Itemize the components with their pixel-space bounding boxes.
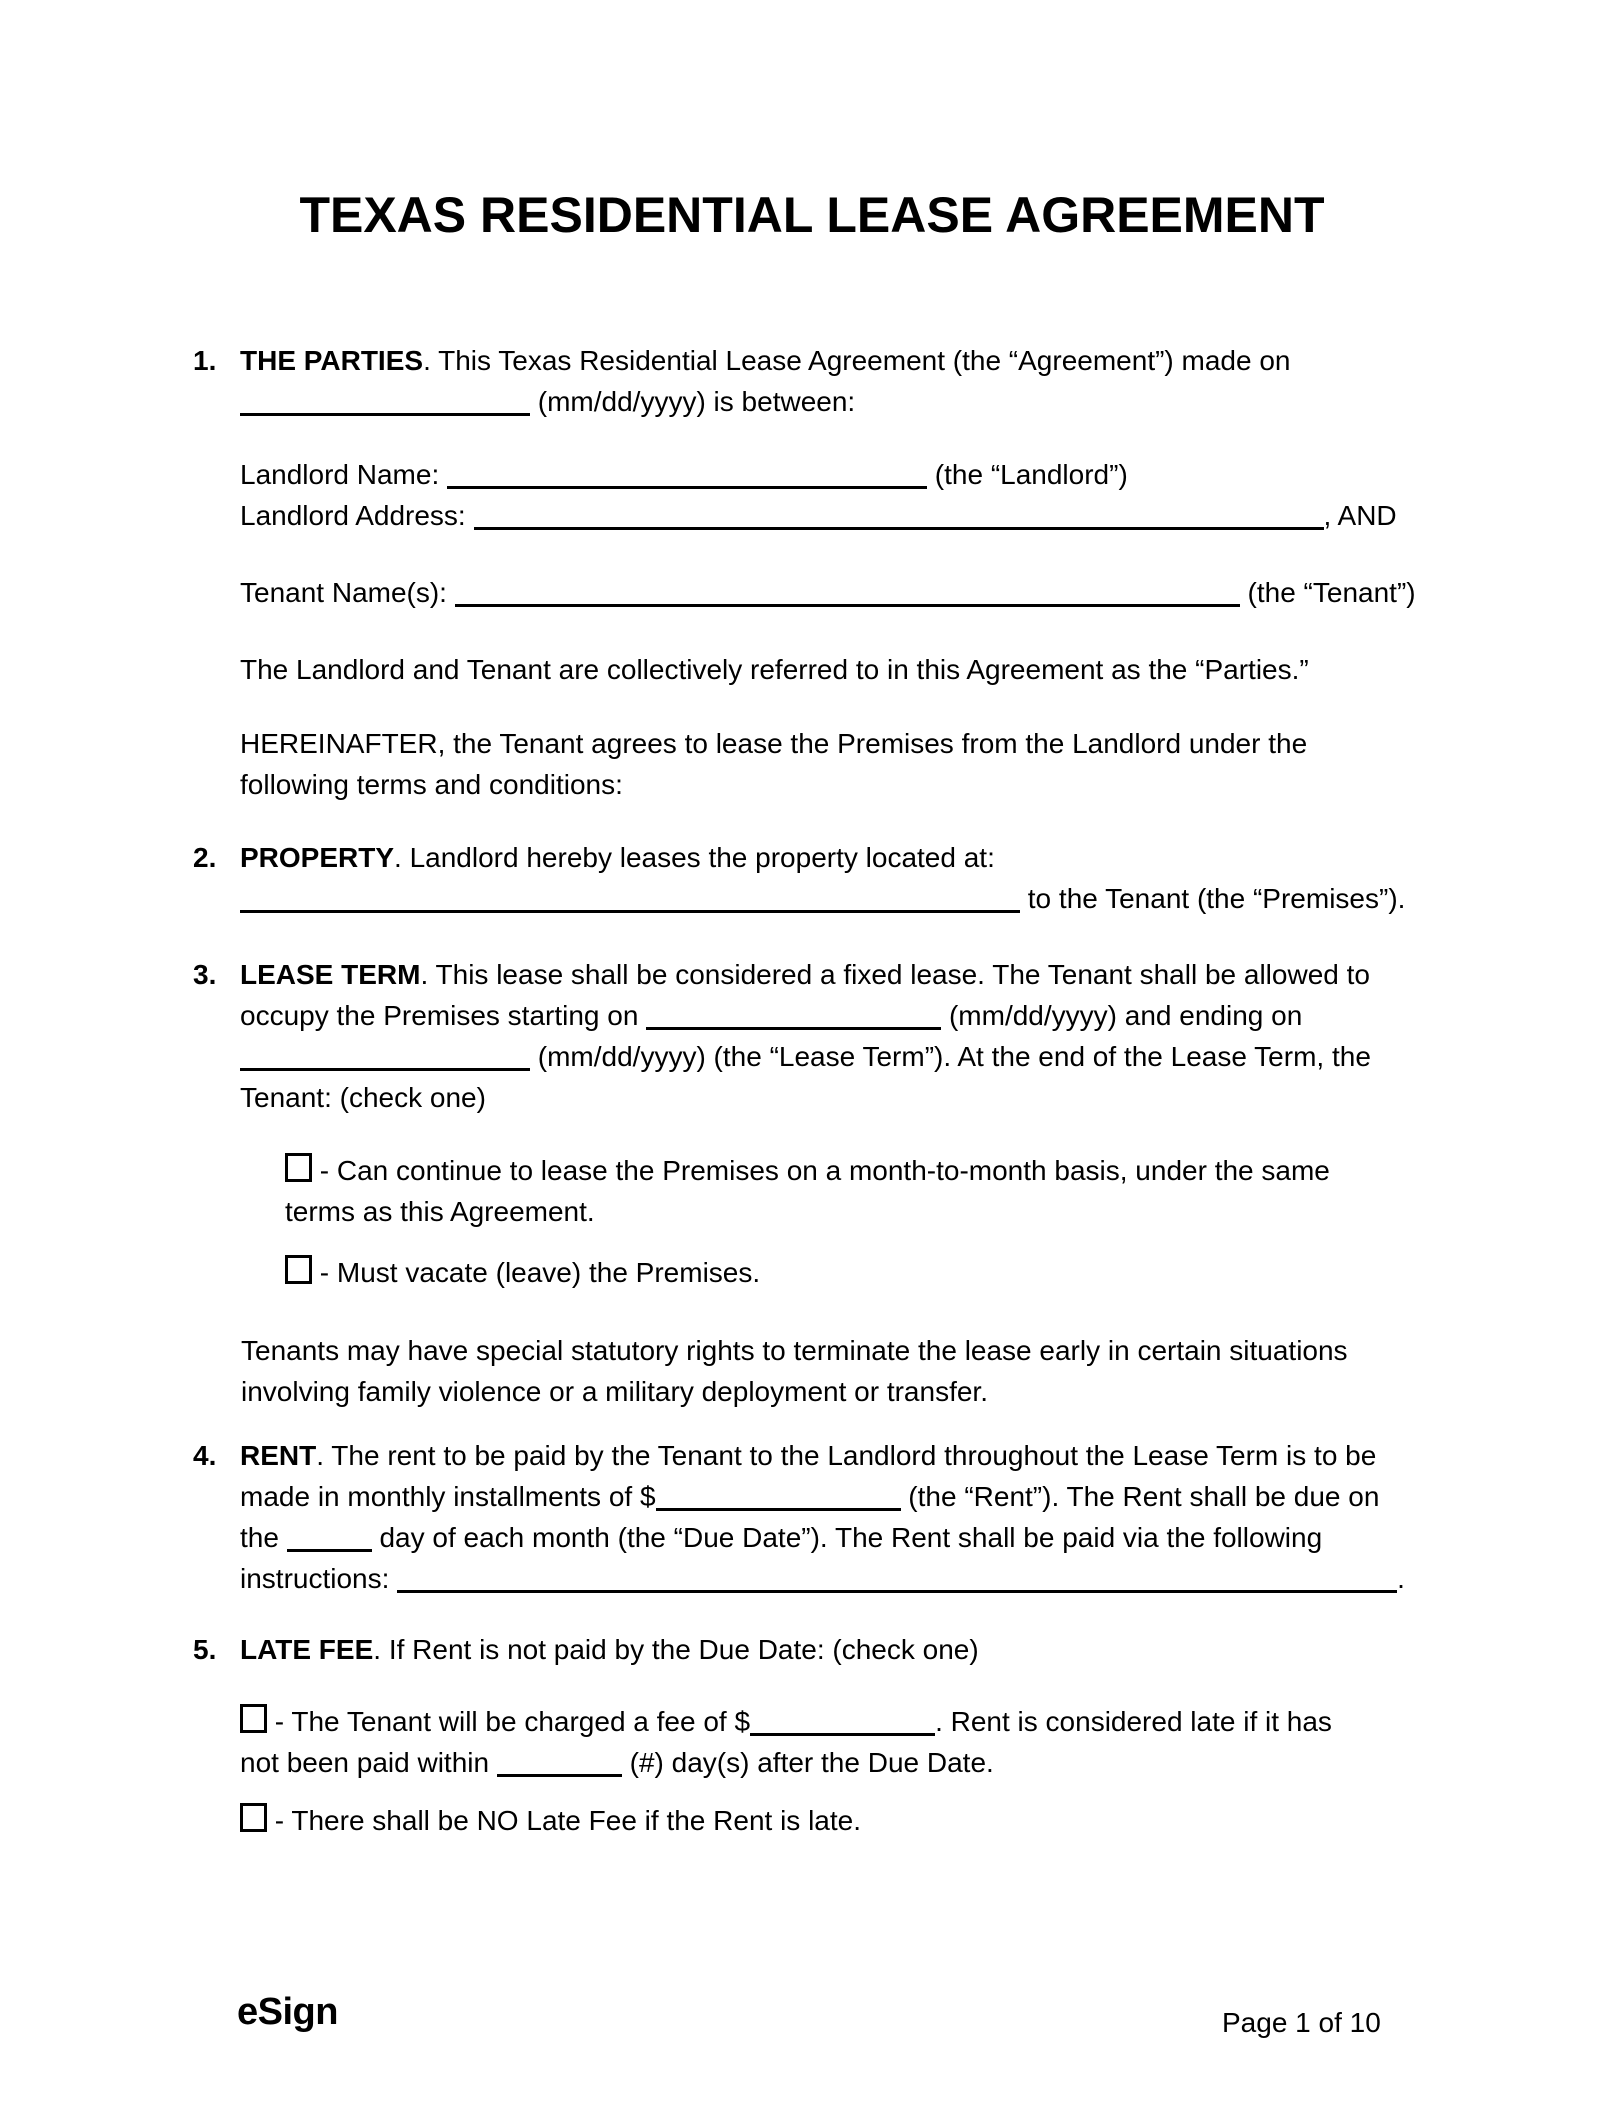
bold-text-run: PROPERTY bbox=[240, 842, 395, 873]
text-run: the bbox=[240, 1522, 287, 1553]
checkbox[interactable] bbox=[240, 1704, 267, 1733]
text-run: - The Tenant will be charged a fee of $ bbox=[267, 1706, 751, 1737]
text-line bbox=[240, 340, 1291, 381]
text-line bbox=[240, 1077, 1371, 1118]
text-run: involving family violence or a military deployment or transfer. bbox=[241, 1376, 988, 1407]
text-run: . Landlord hereby leases the property located at: bbox=[394, 842, 995, 873]
text-run: made in monthly installments of $ bbox=[240, 1481, 656, 1512]
section-5-late-fee bbox=[193, 1629, 979, 1670]
fill-in-blank[interactable] bbox=[656, 1507, 901, 1511]
tenant-block bbox=[240, 572, 1416, 613]
text-run: Landlord Name: bbox=[240, 459, 448, 490]
text-line bbox=[240, 1742, 1332, 1783]
section-2-property bbox=[193, 837, 1406, 919]
section-3-lease-term bbox=[193, 954, 1371, 1118]
text-line bbox=[240, 454, 1397, 495]
fill-in-blank[interactable] bbox=[455, 603, 1240, 607]
section-5-late-fee-number: 5. bbox=[193, 1634, 217, 1665]
text-run: (#) day(s) after the Due Date. bbox=[621, 1747, 994, 1778]
fill-in-blank[interactable] bbox=[240, 412, 530, 416]
text-line bbox=[240, 837, 1405, 878]
text-run: - Can continue to lease the Premises on a month-to-month basis, under the same bbox=[312, 1155, 1330, 1186]
text-line bbox=[240, 1800, 861, 1841]
text-run: Tenant Name(s): bbox=[240, 577, 455, 608]
text-run: (the “Landlord”) bbox=[927, 459, 1128, 490]
text-line bbox=[240, 495, 1397, 536]
text-run: . If Rent is not paid by the Due Date: (check one) bbox=[373, 1634, 979, 1665]
text-run: Landlord Address: bbox=[240, 500, 474, 531]
section-3-lease-term-number: 3. bbox=[193, 959, 217, 990]
section-1-the-parties-number: 1. bbox=[193, 345, 217, 376]
fill-in-blank[interactable] bbox=[474, 526, 1324, 530]
text-run: terms as this Agreement. bbox=[285, 1196, 595, 1227]
text-run: HEREINAFTER, the Tenant agrees to lease the Premises from the Landlord under the bbox=[240, 728, 1308, 759]
text-line bbox=[285, 1191, 1330, 1232]
text-line bbox=[240, 1558, 1405, 1599]
fill-in-blank[interactable] bbox=[750, 1732, 935, 1736]
text-run: . Rent is considered late if it has bbox=[935, 1706, 1332, 1737]
text-run: , AND bbox=[1323, 500, 1397, 531]
fill-in-blank[interactable] bbox=[240, 909, 1020, 913]
esign-logo: eSign bbox=[237, 1991, 338, 2033]
text-run: not been paid within bbox=[240, 1747, 497, 1778]
text-run: (the “Rent”). The Rent shall be due on bbox=[900, 1481, 1380, 1512]
text-line bbox=[240, 1629, 979, 1670]
text-run: to the Tenant (the “Premises”). bbox=[1020, 883, 1406, 914]
text-line bbox=[240, 1036, 1371, 1077]
text-run: occupy the Premises starting on bbox=[240, 1000, 647, 1031]
fill-in-blank[interactable] bbox=[646, 1026, 941, 1030]
section-4-rent-number: 4. bbox=[193, 1440, 217, 1471]
text-run: instructions: bbox=[240, 1563, 398, 1594]
text-run: Tenant: (check one) bbox=[240, 1082, 486, 1113]
parties-note bbox=[240, 649, 1309, 690]
hereinafter-note bbox=[240, 723, 1307, 805]
text-line bbox=[240, 1435, 1405, 1476]
option-must-vacate bbox=[285, 1252, 760, 1293]
landlord-block bbox=[240, 454, 1397, 536]
section-4-rent bbox=[193, 1435, 1405, 1599]
text-line bbox=[240, 764, 1307, 805]
text-line bbox=[240, 995, 1371, 1036]
text-line bbox=[240, 649, 1309, 690]
text-run: (mm/dd/yyyy) and ending on bbox=[941, 1000, 1303, 1031]
fill-in-blank[interactable] bbox=[287, 1548, 372, 1552]
text-run: Tenants may have special statutory rights to terminate the lease early in certain situations bbox=[241, 1335, 1348, 1366]
document-title: TEXAS RESIDENTIAL LEASE AGREEMENT bbox=[299, 187, 1325, 243]
text-line bbox=[240, 1517, 1405, 1558]
text-run: . The rent to be paid by the Tenant to the Landlord throughout the Lease Term is to be bbox=[316, 1440, 1377, 1471]
fill-in-blank[interactable] bbox=[397, 1589, 1397, 1593]
option-month-to-month bbox=[285, 1150, 1330, 1232]
text-run: (the “Tenant”) bbox=[1239, 577, 1416, 608]
text-line bbox=[240, 954, 1371, 995]
text-run: day of each month (the “Due Date”). The Rent shall be paid via the following bbox=[371, 1522, 1323, 1553]
fill-in-blank[interactable] bbox=[240, 1067, 530, 1071]
text-run: - There shall be NO Late Fee if the Rent is late. bbox=[267, 1805, 862, 1836]
option-late-fee-charged bbox=[240, 1701, 1332, 1783]
text-run: The Landlord and Tenant are collectively referred to in this Agreement as the “Parties.” bbox=[240, 654, 1309, 685]
text-line bbox=[240, 572, 1416, 613]
checkbox[interactable] bbox=[285, 1153, 312, 1182]
text-line bbox=[240, 1701, 1332, 1742]
text-run: following terms and conditions: bbox=[240, 769, 623, 800]
checkbox[interactable] bbox=[240, 1803, 267, 1832]
statutory-rights-note bbox=[241, 1330, 1348, 1412]
text-line bbox=[241, 1371, 1348, 1412]
text-run: . This lease shall be considered a fixed lease. The Tenant shall be allowed to bbox=[420, 959, 1370, 990]
bold-text-run: LEASE TERM bbox=[240, 959, 421, 990]
text-line bbox=[240, 1476, 1405, 1517]
bold-text-run: LATE FEE bbox=[240, 1634, 374, 1665]
text-line bbox=[241, 1330, 1348, 1371]
text-run: (mm/dd/yyyy) is between: bbox=[530, 386, 856, 417]
text-line bbox=[240, 878, 1405, 919]
text-line bbox=[240, 723, 1307, 764]
section-2-property-number: 2. bbox=[193, 842, 217, 873]
text-line bbox=[285, 1150, 1330, 1191]
section-1-the-parties bbox=[193, 340, 1291, 422]
text-run: (mm/dd/yyyy) (the “Lease Term”). At the end of the Lease Term, the bbox=[530, 1041, 1371, 1072]
bold-text-run: THE PARTIES bbox=[240, 345, 424, 376]
option-no-late-fee bbox=[240, 1800, 861, 1841]
text-line bbox=[285, 1252, 760, 1293]
fill-in-blank[interactable] bbox=[447, 485, 927, 489]
bold-text-run: RENT bbox=[240, 1440, 317, 1471]
checkbox[interactable] bbox=[285, 1255, 312, 1284]
text-run: - Must vacate (leave) the Premises. bbox=[312, 1257, 761, 1288]
text-line bbox=[240, 381, 1291, 422]
page-number: Page 1 of 10 bbox=[1222, 2007, 1381, 2038]
text-run: . bbox=[1397, 1563, 1405, 1594]
text-run: . This Texas Residential Lease Agreement (the “Agreement”) made on bbox=[423, 345, 1291, 376]
fill-in-blank[interactable] bbox=[497, 1773, 622, 1777]
